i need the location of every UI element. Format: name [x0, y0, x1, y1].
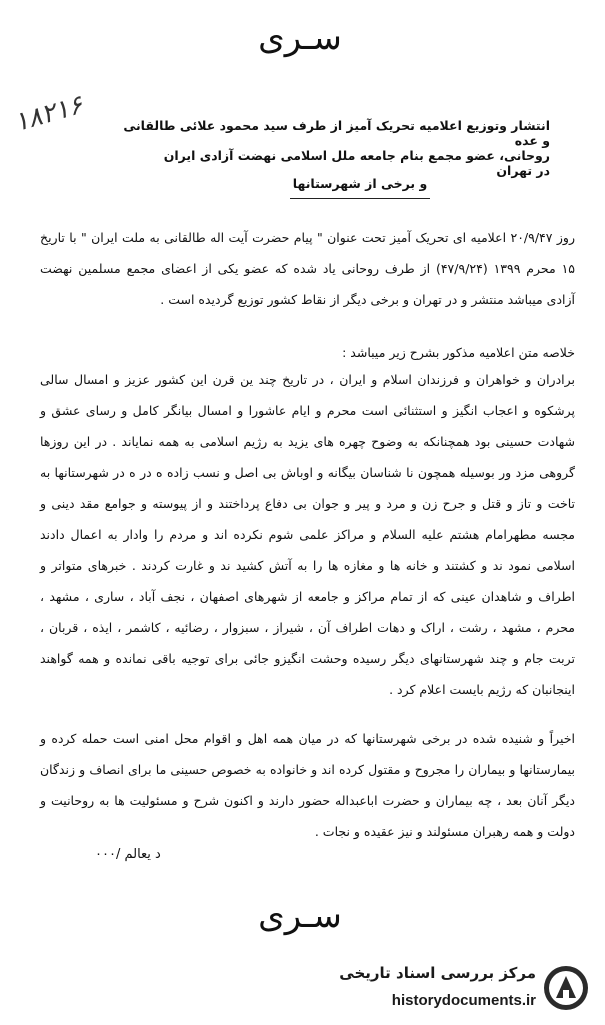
subject-line-3: و برخی از شهرستانها — [292, 176, 428, 191]
footer-url: historydocuments.ir — [391, 992, 536, 1009]
subject-line-2: روحانی، عضو مجمع بنام جامعه ملل اسلامی نهضت آزادی ایران در تهران — [163, 148, 550, 178]
archive-logo-icon — [542, 964, 590, 1012]
sign-off: د یعالم /۰۰۰ — [95, 847, 161, 862]
footer-title: مرکز بررسی اسناد تاریخی — [339, 964, 536, 982]
handwritten-number: ۱۸۲۱۶ — [10, 90, 87, 139]
classification-bottom: سـری — [258, 896, 342, 936]
paragraph-closing: اخیراً و شنیده شده در برخی شهرستانها که در میان همه اهل و اقوام محل امنی است حمله کرده و بیمارستانها و بیماران را مجروح و مقتول کرده اند و خانواده به خصوص حسینی ما برای انصاف و زندگان دیگر آنان بعد ، چه بیماران و حضرت اباعبداله حضور دارند و اکنون شرح و مسئولیت ها به روحانیت و دولت و همه رهبران مسئولند و نیز عقیده و نجات . — [40, 731, 575, 839]
paragraph-body: برادران و خواهران و فرزندان اسلام و ایران ، در تاریخ چند ین قرن این کشور عزیز و امسال سالی پرشکوه و اعجاب انگیز و استثنائی است محرم و ایام عاشورا و امسال بیانگر کامل و رسای عشق و شهادت حسینی بود همچنانکه به وضوح چهره های یزید به رژیم اسلامی به همه نمایاند . در این روزها گروهی مزد ور بوسیله همچون نا شناسان بیگانه و اوباش بی اصل و نسب زاده ه در ه در شهرستانها به تاخت و تاز و قتل و جرح زن و مرد و پیر و جوان بی دفاع پرداختند و از پیوسته و جوامع مقد دینی و مجسه مطهرامام هشتم علیه السلام و مراکز علمی شوم نکرده اند و مردم را وادار به اعمال دادند اسلامی نمود ند و کشتند و خانه ها و مغازه ها را به آتش کشید ند و غارت کردند . خبرهای متواتر و اطراف و شاهدان عینی که از تمام مراکز و جامعه از شهرهای اصفهان ، نجف آباد ، ساری ، مشهد ، محرم ، مشهد ، رشت ، اراک و دهات اطراف آن ، شیراز ، سبزوار ، رضائیه ، کاشمر ، ایذه ، قربان ، تربت جام و چند شهرستانهای دیگر رسیده وحشت انگیزو جائی برای توجیه باقی نمانده و همه گواهند اینجانبان که رژیم بایست اعلام کرد . — [40, 372, 575, 697]
paragraph-intro: روز ۲۰/۹/۴۷ اعلامیه ای تحریک آمیز تحت عنوان " پیام حضرت آیت اله طالقانی به ملت ایران " با تاریخ ۱۵ محرم ۱۳۹۹ (۴۷/۹/۲۴) از طرف روحانی یاد شده که عضو یکی از اعضای مجمع مسلمین نهضت آزادی میباشد منتشر و در تهران و برخی دیگر از نقاط کشور توزیع گردیده است . — [40, 230, 575, 307]
subject-underline — [290, 198, 430, 199]
paragraph-summary-heading: خلاصه متن اعلامیه مذکور بشرح زیر میباشد : — [342, 345, 575, 360]
footer-watermark — [330, 962, 598, 1022]
subject-line-1: انتشار وتوزیع اعلامیه تحریک آمیز از طرف سید محمود علائی طالقانی و عده — [123, 118, 550, 148]
classification-top: سـری — [258, 18, 342, 58]
